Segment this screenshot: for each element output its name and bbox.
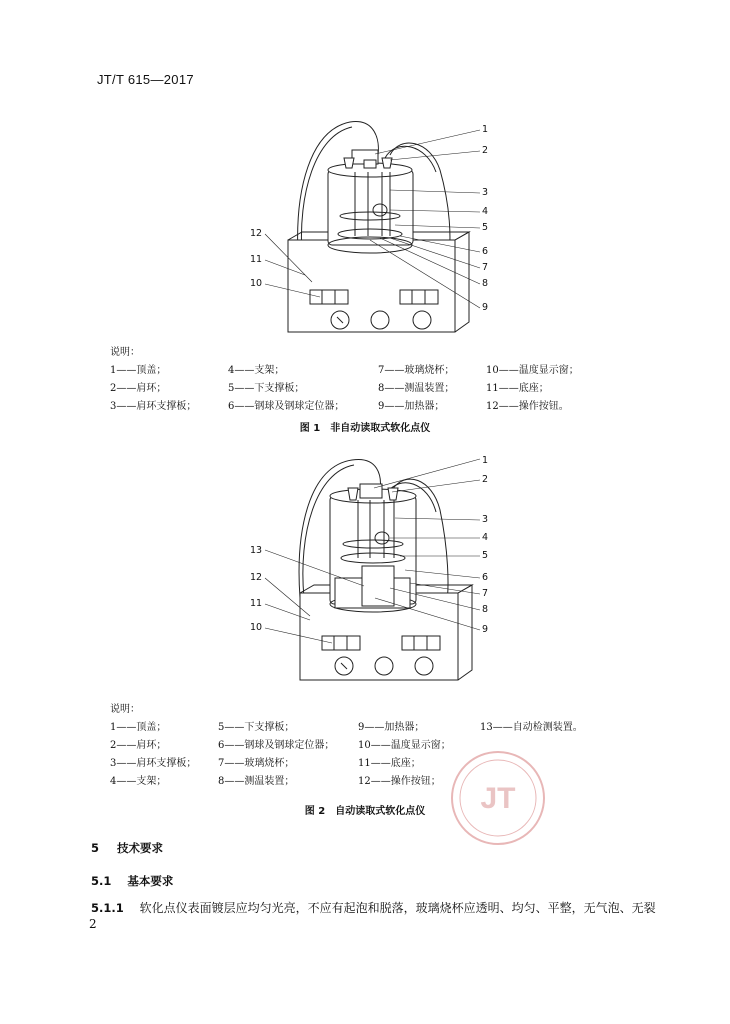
legend-item: 9——加热器； — [378, 401, 445, 412]
fig2-callout-4: 4 — [482, 532, 489, 543]
clause-number: 5.1.1 — [91, 901, 124, 915]
fig2-legend-title: 说明： — [110, 704, 140, 715]
jt-stamp-logo — [448, 748, 548, 848]
legend-item: 12——操作按钮。 — [486, 401, 569, 412]
legend-item: 11——底座； — [486, 383, 549, 394]
subsection-heading — [91, 873, 173, 889]
fig2-callout-12: 12 — [250, 572, 263, 583]
fig1-callout-5: 5 — [482, 222, 489, 233]
legend-item: 6——钢球及钢球定位器； — [218, 740, 335, 751]
subsection-title: 基本要求 — [127, 874, 174, 888]
fig2-callout-3: 3 — [482, 514, 489, 525]
legend-item: 1——顶盖； — [110, 365, 167, 376]
clause-text: 软化点仪表面镀层应均匀光亮，不应有起泡和脱落，玻璃烧杯应透明、均匀、平整，无气泡、无裂 — [139, 901, 656, 915]
fig1-callout-8: 8 — [482, 278, 489, 289]
legend-item: 2——肩环； — [110, 740, 167, 751]
fig2-callout-1: 1 — [482, 455, 489, 466]
fig2-callout-10: 10 — [250, 622, 263, 633]
legend-item: 12——操作按钮； — [358, 776, 441, 787]
fig1-legend-title: 说明： — [110, 347, 140, 358]
legend-item: 4——支架； — [228, 365, 285, 376]
fig1-callout-4: 4 — [482, 206, 489, 217]
figure-2-caption: 图 2 自动读取式软化点仪 — [304, 806, 426, 817]
fig2-callout-8: 8 — [482, 604, 489, 615]
legend-item: 8——测温装置； — [378, 383, 455, 394]
standard-code: JT/T 615—2017 — [97, 72, 194, 87]
fig1-callout-12: 12 — [250, 228, 263, 239]
legend-item: 9——加热器； — [358, 722, 425, 733]
legend-item: 4——支架； — [110, 776, 167, 787]
legend-item: 10——温度显示窗； — [486, 365, 579, 376]
page-number: 2 — [89, 917, 97, 931]
legend-item: 5——下支撑板； — [218, 722, 295, 733]
fig1-callout-2: 2 — [482, 145, 489, 156]
legend-item: 7——玻璃烧杯； — [378, 365, 455, 376]
fig2-callout-13: 13 — [250, 545, 263, 556]
section-number: 5 — [91, 841, 100, 855]
fig2-callout-5: 5 — [482, 550, 489, 561]
fig1-callout-6: 6 — [482, 246, 489, 257]
legend-item: 3——肩环支撑板； — [110, 401, 197, 412]
fig1-callout-10: 10 — [250, 278, 263, 289]
figure-1-caption: 图 1 非自动读取式软化点仪 — [299, 423, 431, 434]
section-title: 技术要求 — [117, 841, 164, 855]
fig1-callout-1: 1 — [482, 124, 489, 135]
legend-item: 1——顶盖； — [110, 722, 167, 733]
subsection-number: 5.1 — [91, 874, 112, 888]
fig1-legend — [110, 344, 616, 416]
legend-item: 2——肩环； — [110, 383, 167, 394]
legend-item: 11——底座； — [358, 758, 421, 769]
legend-item: 3——肩环支撑板； — [110, 758, 197, 769]
legend-item: 13——自动检测装置。 — [480, 722, 583, 733]
figure-2-drawing — [240, 448, 500, 683]
fig2-callout-9: 9 — [482, 624, 489, 635]
fig2-callout-11: 11 — [250, 598, 263, 609]
figure-1-drawing — [240, 110, 500, 335]
fig1-callout-11: 11 — [250, 254, 263, 265]
svg-text:JT: JT — [480, 782, 516, 815]
legend-item: 6——钢球及钢球定位器； — [228, 401, 345, 412]
legend-item: 5——下支撑板； — [228, 383, 305, 394]
fig1-callout-3: 3 — [482, 187, 489, 198]
legend-item: 7——玻璃烧杯； — [218, 758, 295, 769]
fig2-callout-6: 6 — [482, 572, 489, 583]
fig2-callout-7: 7 — [482, 588, 489, 599]
fig1-callout-7: 7 — [482, 262, 489, 273]
legend-item: 8——测温装置； — [218, 776, 295, 787]
fig2-callout-2: 2 — [482, 474, 489, 485]
clause-paragraph — [91, 899, 656, 916]
section-heading — [91, 840, 163, 856]
legend-item: 10——温度显示窗； — [358, 740, 451, 751]
fig1-callout-9: 9 — [482, 302, 489, 313]
